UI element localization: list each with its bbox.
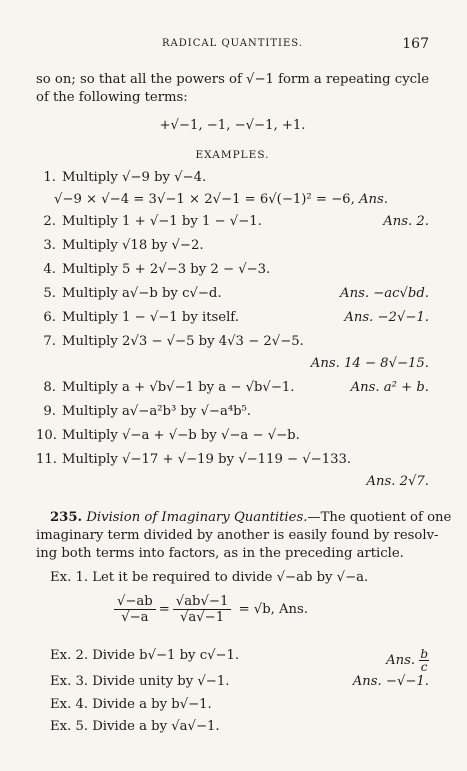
fraction-left — [114, 594, 156, 625]
example-7 — [36, 334, 429, 350]
example-text: Divide a by b√−1. — [92, 697, 212, 712]
answer-fraction — [419, 648, 429, 673]
example-answer: Ans. −√−1. — [352, 674, 429, 689]
example-answer — [386, 648, 429, 673]
example-number: 1. — [43, 170, 56, 185]
example-text: Divide b√−1 by c√−1. — [92, 648, 240, 663]
example-label: Ex. 3. — [50, 674, 89, 689]
cycle-of-powers: +√−1, −1, −√−1, +1. — [159, 118, 306, 133]
example-text: Multiply a√−b by c√−d. — [62, 286, 222, 301]
example-label: Ex. 5. — [50, 719, 89, 734]
division-example-5 — [36, 719, 429, 735]
example-2 — [36, 214, 429, 230]
example-text: Multiply √−9 by √−4. — [62, 170, 207, 185]
example-text: Multiply 1 − √−1 by itself. — [62, 310, 239, 325]
example-answer: Ans. 2. — [383, 214, 429, 229]
example-text: Divide unity by √−1. — [92, 674, 230, 689]
example-number: 5. — [43, 286, 56, 301]
example-text: Multiply 1 + √−1 by 1 − √−1. — [62, 214, 262, 229]
answer-label: Ans. — [386, 653, 416, 668]
example-1 — [36, 170, 429, 186]
example-working: √−9 × √−4 = 3√−1 × 2√−1 = 6√(−1)² = −6, — [54, 192, 355, 207]
example-answer: Ans. — [358, 192, 388, 207]
section-235-line-2: imaginary term divided by another is easily found by resolv- — [36, 528, 439, 543]
example-answer: Ans. 2√7. — [366, 474, 429, 489]
section-235-first-line — [36, 510, 452, 526]
example-answer: Ans. 14 − 8√−15. — [310, 356, 429, 371]
example-text: Let it be required to divide √−ab by √−a. — [92, 570, 369, 585]
ex1-fraction-equation — [36, 594, 429, 628]
division-example-4 — [36, 697, 429, 713]
fraction-numerator: b — [420, 647, 428, 661]
example-9 — [36, 404, 429, 420]
example-3 — [36, 238, 429, 254]
section-text: —The quotient of one — [307, 510, 452, 525]
example-number: 8. — [43, 380, 56, 395]
example-answer: Ans. −ac√bd. — [340, 286, 429, 301]
fraction-numerator: √ab√−1 — [173, 594, 232, 610]
example-text: Multiply √18 by √−2. — [62, 238, 204, 253]
example-11 — [36, 452, 429, 468]
running-header — [36, 38, 429, 54]
equals-sign: = — [158, 602, 170, 617]
example-label: Ex. 2. — [50, 648, 89, 663]
fraction-denominator: √−a — [121, 610, 149, 625]
fraction-middle — [173, 594, 232, 625]
examples-heading: EXAMPLES. — [195, 149, 270, 161]
example-number: 9. — [43, 404, 56, 419]
division-example-3 — [36, 674, 429, 690]
example-6 — [36, 310, 429, 326]
example-8 — [36, 380, 429, 396]
example-10 — [36, 428, 429, 444]
intro-line-2: of the following terms: — [36, 90, 188, 105]
example-answer: Ans. −2√−1. — [344, 310, 429, 325]
example-label: Ex. 1. — [50, 570, 89, 585]
example-label: Ex. 4. — [50, 697, 89, 712]
section-number: 235. — [50, 510, 83, 525]
example-text: Multiply a√−a²b³ by √−a⁴b⁵. — [62, 404, 252, 419]
example-text: Multiply √−a + √−b by √−a − √−b. — [62, 428, 300, 443]
fraction-denominator: √a√−1 — [180, 610, 225, 625]
example-number: 4. — [43, 262, 56, 277]
section-235-line-3: ing both terms into factors, as in the preceding article. — [36, 546, 404, 561]
example-text: Multiply 5 + 2√−3 by 2 − √−3. — [62, 262, 271, 277]
fraction-result: = √b, Ans. — [238, 602, 309, 617]
example-answer: Ans. a² + b. — [350, 380, 429, 395]
example-number: 6. — [43, 310, 56, 325]
example-4 — [36, 262, 429, 278]
example-text: Multiply 2√3 − √−5 by 4√3 − 2√−5. — [62, 334, 304, 349]
example-number: 11. — [36, 452, 57, 467]
fraction-numerator: √−ab — [114, 594, 156, 610]
example-number: 3. — [43, 238, 56, 253]
example-5 — [36, 286, 429, 302]
intro-line-1: so on; so that all the powers of √−1 form a repeating cycle — [36, 72, 430, 87]
example-1-working — [36, 192, 429, 208]
example-text: Multiply a + √b√−1 by a − √b√−1. — [62, 380, 295, 395]
fraction-denominator: c — [420, 660, 428, 674]
division-example-1 — [36, 570, 429, 586]
section-title: Division of Imaginary Quantities. — [86, 510, 308, 525]
example-number: 7. — [43, 334, 56, 349]
example-text: Multiply √−17 + √−19 by √−119 − √−133. — [62, 452, 352, 467]
example-number: 10. — [36, 428, 57, 443]
example-number: 2. — [43, 214, 56, 229]
division-example-2 — [36, 647, 429, 674]
running-title: RADICAL QUANTITIES. — [162, 38, 303, 49]
page-number: 167 — [402, 36, 429, 52]
example-text: Divide a by √a√−1. — [92, 719, 220, 734]
